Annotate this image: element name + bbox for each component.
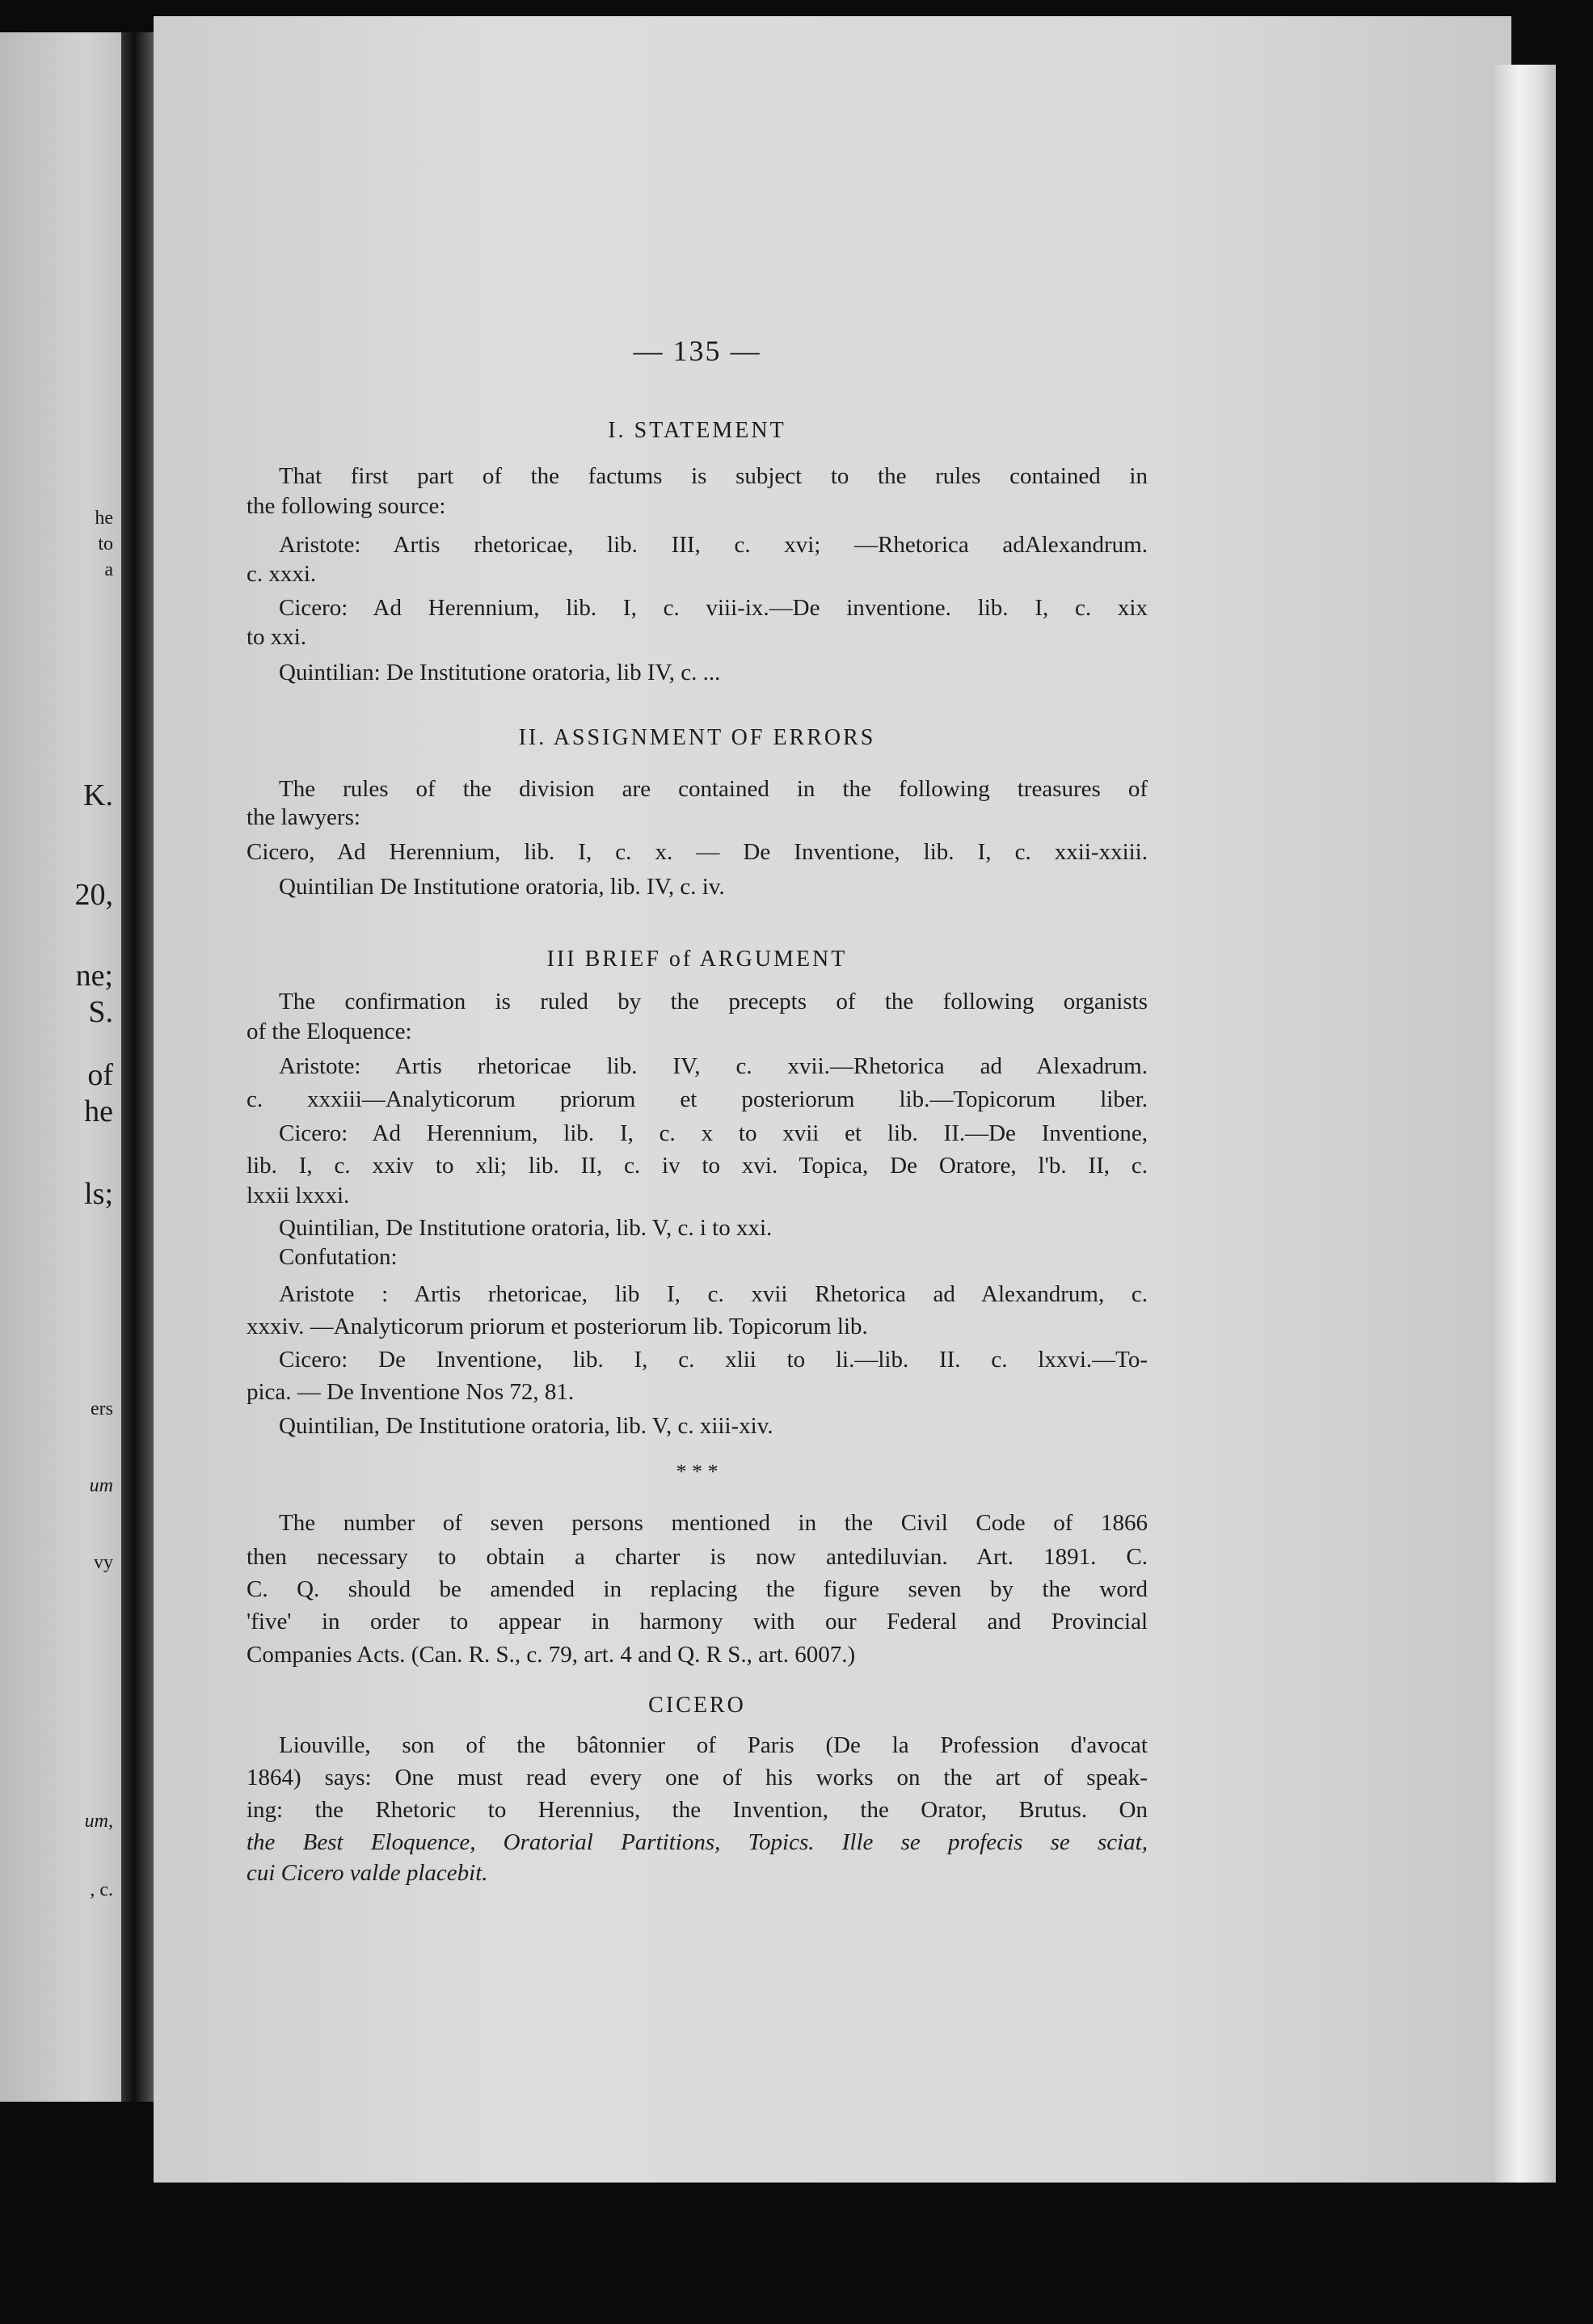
page-edge: [1495, 65, 1556, 2183]
text-line: the lawyers:: [247, 806, 360, 829]
text-line: Aristote : Artis rhetoricae, lib I, c. xvii Rhetorica ad Alexandrum, c.: [279, 1283, 1148, 1306]
text-line: the Best Eloquence, Oratorial Partitions, Topics. Ille se profecis se sciat,: [247, 1831, 1148, 1854]
text-line: cui Cicero valde placebit.: [247, 1862, 488, 1885]
text-line: 1864) says: One must read every one of his works on the art of speak-: [247, 1766, 1148, 1790]
section-heading-cicero: CICERO: [648, 1693, 746, 1717]
text-line: Liouville, son of the bâtonnier of Paris (De la Profession d'avocat: [279, 1734, 1148, 1757]
text-line: ing: the Rhetoric to Herennius, the Invention, the Orator, Brutus. On: [247, 1799, 1148, 1822]
text-line: Quintilian De Institutione oratoria, lib. IV, c. iv.: [279, 875, 725, 899]
left-fragment: 20,: [74, 878, 113, 912]
left-fragment: ne;: [75, 959, 113, 993]
text-line: Cicero: Ad Herennium, lib. I, c. viii-ix.—De inventione. lib. I, c. xix: [279, 597, 1148, 620]
text-line: lib. I, c. xxiv to xli; lib. II, c. iv to xvi. Topica, De Oratore, l'b. II, c.: [247, 1154, 1148, 1178]
left-fragment: a: [104, 559, 113, 580]
book-gutter: [121, 32, 154, 2102]
left-fragment: ls;: [84, 1177, 113, 1211]
text-line: then necessary to obtain a charter is now antediluvian. Art. 1891. C.: [247, 1546, 1148, 1569]
text-line: lxxii lxxxi.: [247, 1184, 350, 1208]
section-heading-errors: II. ASSIGNMENT OF ERRORS: [518, 726, 876, 749]
left-facing-page: [0, 32, 121, 2102]
text-line: Quintilian: De Institutione oratoria, lib IV, c. ...: [279, 661, 721, 685]
text-line: Cicero: De Inventione, lib. I, c. xlii to li.—lib. II. c. lxxvi.—To-: [279, 1348, 1148, 1372]
page-number: — 135 —: [633, 340, 761, 363]
text-line: to xxi.: [247, 626, 307, 649]
text-line: That first part of the factums is subject to the rules contained in: [279, 465, 1148, 488]
left-fragment: he: [95, 508, 113, 529]
text-line: Cicero: Ad Herennium, lib. I, c. x to xvii et lib. II.—De Inventione,: [279, 1122, 1148, 1145]
text-line: The confirmation is ruled by the precepts of the following organists: [279, 990, 1148, 1014]
left-fragment: he: [84, 1095, 113, 1128]
text-line: The number of seven persons mentioned in the Civil Code of 1866: [279, 1512, 1148, 1535]
section-separator: * * *: [676, 1465, 719, 1479]
left-fragment: , c.: [90, 1879, 113, 1900]
text-line: Quintilian, De Institutione oratoria, lib. V, c. xiii-xiv.: [279, 1415, 773, 1438]
section-heading-argument: III BRIEF of ARGUMENT: [546, 947, 848, 971]
text-line: of the Eloquence:: [247, 1020, 412, 1044]
left-fragment: um,: [84, 1811, 113, 1832]
text-line: 'five' in order to appear in harmony with our Federal and Provincial: [247, 1610, 1148, 1634]
text-line: Cicero, Ad Herennium, lib. I, c. x. — De Inventione, lib. I, c. xxii-xxiii.: [247, 841, 1148, 864]
left-fragment: um: [89, 1475, 113, 1496]
text-line: the following source:: [247, 495, 446, 518]
text-line: xxxiv. —Analyticorum priorum et posteriorum lib. Topicorum lib.: [247, 1315, 868, 1339]
section-heading-statement: I. STATEMENT: [608, 419, 786, 442]
text-line: C. Q. should be amended in replacing the figure seven by the word: [247, 1578, 1148, 1601]
text-line: Aristote: Artis rhetoricae, lib. III, c. xvi; —Rhetorica adAlexandrum.: [279, 534, 1148, 557]
left-fragment: ers: [91, 1398, 113, 1419]
left-fragment: to: [98, 534, 113, 555]
text-line: Quintilian, De Institutione oratoria, lib. V, c. i to xxi.: [279, 1217, 773, 1240]
left-fragment: of: [87, 1058, 113, 1092]
left-fragment: K.: [83, 778, 113, 812]
text-line: c. xxxi.: [247, 563, 317, 586]
text-line: Confutation:: [279, 1246, 398, 1269]
text-line: The rules of the division are contained in the following treasures of: [279, 778, 1148, 801]
text-line: c. xxxiii—Analyticorum priorum et posteriorum lib.—Topicorum liber.: [247, 1088, 1148, 1111]
left-fragment: S.: [88, 995, 113, 1029]
text-line: Aristote: Artis rhetoricae lib. IV, c. xvii.—Rhetorica ad Alexadrum.: [279, 1055, 1148, 1078]
text-line: pica. — De Inventione Nos 72, 81.: [247, 1381, 575, 1404]
text-line: Companies Acts. (Can. R. S., c. 79, art. 4 and Q. R S., art. 6007.): [247, 1643, 856, 1667]
left-fragment: vy: [94, 1552, 113, 1573]
